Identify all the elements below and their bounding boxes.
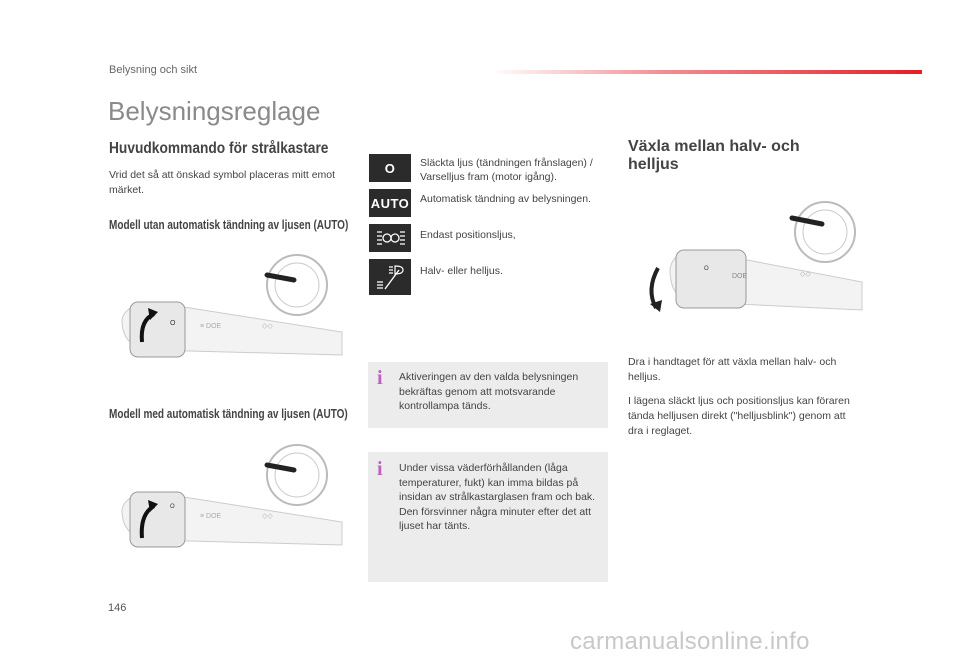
auto-icon: AUTO: [369, 189, 411, 217]
stalk-illustration-auto: [112, 440, 352, 560]
svg-text:O: O: [704, 266, 709, 272]
svg-text:◇◇: ◇◇: [800, 271, 811, 278]
svg-text:≡ DOE: ≡ DOE: [200, 513, 222, 520]
svg-text:O: O: [170, 504, 175, 510]
o-off-icon: O: [369, 154, 411, 182]
beam-switch-text-2: I lägena släckt ljus och positionsljus kan föraren tända helljusen direkt ("helljusblink") genom att dra i reglaget.: [628, 395, 850, 437]
beam-switch-heading: Växla mellan halv- och helljus: [628, 138, 800, 173]
info-icon: i: [377, 367, 383, 389]
subheading-no-auto: Modell utan automatisk tändning av ljusen (AUTO): [109, 218, 349, 232]
info-box-indicator: [368, 362, 608, 428]
info-box-condensation: [368, 452, 608, 582]
symbol-desc-beam: Halv- eller helljus.: [420, 265, 503, 277]
svg-text:DOE: DOE: [732, 273, 748, 280]
main-control-heading: Huvudkommando för strålkastare: [109, 140, 329, 157]
page-number: 146: [108, 602, 127, 614]
info-text-indicator: Aktiveringen av den valda belysningen bekräftas genom att motsvarande kontrollampa tänds.: [399, 371, 579, 412]
symbol-desc-auto: Automatisk tändning av belysningen.: [420, 193, 592, 205]
svg-text:◇◇: ◇◇: [262, 323, 273, 330]
svg-text:◇◇: ◇◇: [262, 513, 273, 520]
info-text-condensation: Under vissa väderförhållanden (låga temperaturer, fukt) kan imma bildas på insidan av strålkastarglasen fram och bak. Den försvinner några minuter efter det att ljuset har tänts.: [399, 462, 596, 532]
header-rule: [490, 70, 922, 74]
svg-text:≡ DOE: ≡ DOE: [200, 323, 222, 330]
watermark: carmanualsonline.info: [570, 628, 810, 655]
symbol-desc-off: Släckta ljus (tändningen frånslagen) / Varselljus fram (motor igång).: [420, 157, 593, 183]
section-label: Belysning och sikt: [109, 64, 198, 76]
page-title: Belysningsreglage: [108, 96, 321, 126]
dipped-main-beam-icon: [369, 259, 411, 295]
symbol-desc-position: Endast positionsljus,: [420, 229, 516, 241]
info-icon: i: [377, 458, 383, 480]
position-lights-icon: [369, 224, 411, 252]
subheading-auto: Modell med automatisk tändning av ljusen (AUTO): [109, 407, 348, 421]
stalk-illustration-beam: [640, 190, 865, 330]
intro-text: Vrid det så att önskad symbol placeras mitt emot märket.: [109, 169, 336, 196]
stalk-illustration-no-auto: [112, 250, 352, 370]
beam-switch-text-1: Dra i handtaget för att växla mellan halv- och helljus.: [628, 356, 837, 383]
svg-text:O: O: [170, 320, 176, 327]
